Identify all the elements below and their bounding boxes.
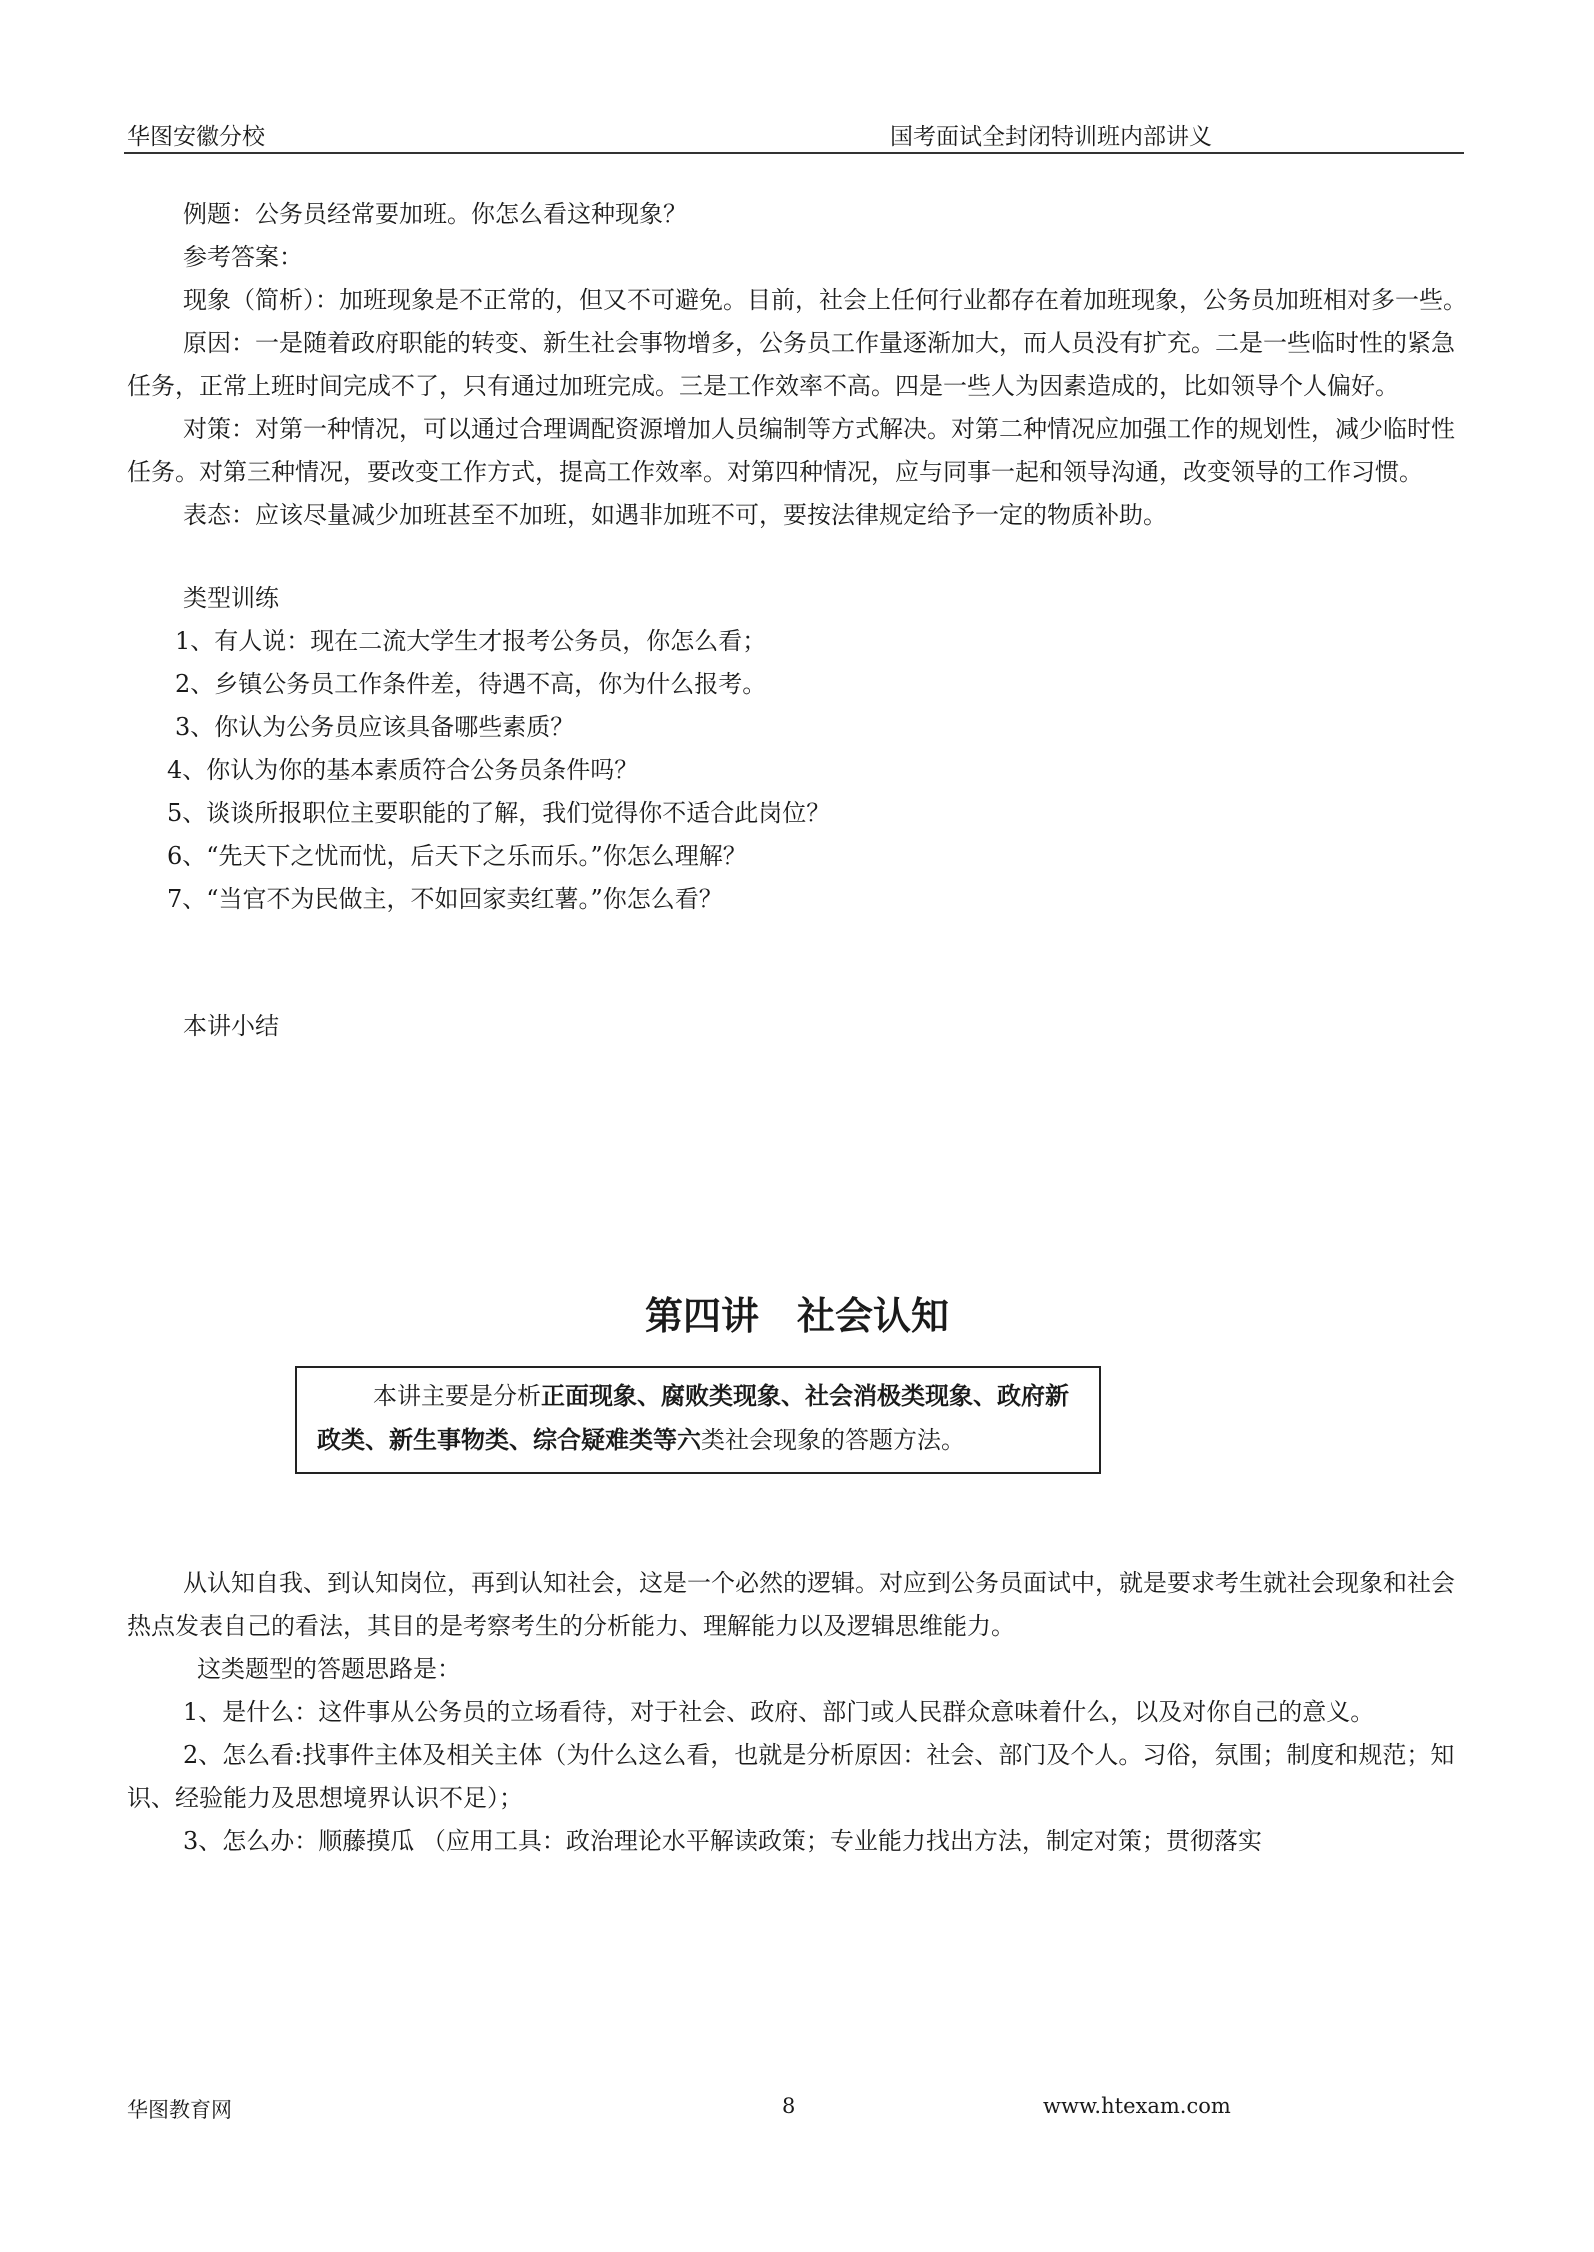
approach-step: 1、是什么：这件事从公务员的立场看待，对于社会、政府、部门或人民群众意味着什么，以及对你自己的意义。 bbox=[183, 1698, 1375, 1726]
example-question: 例题：公务员经常要加班。你怎么看这种现象？ bbox=[183, 200, 687, 228]
header-right-text: 国考面试全封闭特训班内部讲义 bbox=[890, 124, 1212, 150]
phenomenon-paragraph: 现象（简析）：加班现象是不正常的，但又不可避免。目前，社会上任何行业都存在着加班现象，公务员加班相对多一些。 bbox=[183, 286, 1467, 314]
summary-box-text-end: 类社会现象的答题方法。 bbox=[701, 1426, 965, 1454]
approach-step: 3、怎么办：顺藤摸瓜 （应用工具：政治理论水平解读政策；专业能力找出方法，制定对策；贯彻落实 bbox=[183, 1827, 1262, 1855]
answer-label: 参考答案： bbox=[183, 243, 303, 271]
training-item: 5、谈谈所报职位主要职能的了解，我们觉得你不适合此岗位？ bbox=[167, 799, 831, 827]
summary-box-bold-categories: 正面现象、腐败类现象、社会消极类现象、政府新政类、新生事物类、综合疑难类等六 bbox=[317, 1381, 1069, 1454]
training-item: 2、乡镇公务员工作条件差，待遇不高，你为什么报考。 bbox=[175, 670, 767, 698]
training-item: 3、你认为公务员应该具备哪些素质？ bbox=[175, 713, 575, 741]
lecture-summary-box bbox=[295, 1366, 1101, 1474]
page-number: 8 bbox=[782, 2094, 796, 2118]
training-item: 4、你认为你的基本素质符合公务员条件吗？ bbox=[167, 756, 639, 784]
header-left-text: 华图安徽分校 bbox=[127, 124, 265, 150]
training-item: 6、“先天下之忧而忧，后天下之乐而乐。”你怎么理解？ bbox=[167, 842, 747, 870]
approach-title: 这类题型的答题思路是： bbox=[197, 1655, 461, 1683]
footer-url: www.htexam.com bbox=[1043, 2094, 1231, 2118]
countermeasure-paragraph: 对策：对第一种情况，可以通过合理调配资源增加人员编制等方式解决。对第二种情况应加强工作的规划性，减少临时性任务。对第三种情况，要改变工作方式，提高工作效率。对第四种情况，应与同事一起和领导沟通，改变领导的工作习惯。 bbox=[127, 415, 1455, 486]
footer-left-text: 华图教育网 bbox=[127, 2098, 232, 2122]
summary-box-text-start: 本讲主要是分析 bbox=[373, 1382, 541, 1410]
approach-step: 2、怎么看:找事件主体及相关主体（为什么这么看，也就是分析原因：社会、部门及个人。习俗，氛围；制度和规范；知识、经验能力及思想境界认识不足）； bbox=[127, 1741, 1455, 1812]
page-body bbox=[127, 193, 1467, 1863]
training-title: 类型训练 bbox=[183, 584, 279, 612]
training-item: 1、有人说：现在二流大学生才报考公务员，你怎么看； bbox=[175, 627, 767, 655]
header-divider bbox=[124, 152, 1464, 154]
training-item: 7、“当官不为民做主，不如回家卖红薯。”你怎么看？ bbox=[167, 885, 723, 913]
summary-label: 本讲小结 bbox=[183, 1012, 279, 1040]
lecture-intro-paragraph: 从认知自我、到认知岗位，再到认知社会，这是一个必然的逻辑。对应到公务员面试中，就是要求考生就社会现象和社会热点发表自己的看法，其目的是考察考生的分析能力、理解能力以及逻辑思维能力。 bbox=[127, 1569, 1455, 1640]
attitude-paragraph: 表态：应该尽量减少加班甚至不加班，如遇非加班不可，要按法律规定给予一定的物质补助。 bbox=[183, 501, 1167, 529]
cause-paragraph: 原因：一是随着政府职能的转变、新生社会事物增多，公务员工作量逐渐加大，而人员没有扩充。二是一些临时性的紧急任务，正常上班时间完成不了，只有通过加班完成。三是工作效率不高。四是一些人为因素造成的，比如领导个人偏好。 bbox=[127, 329, 1455, 400]
lecture-title: 第四讲 社会认知 bbox=[644, 1294, 949, 1338]
summary-box-text bbox=[317, 1374, 1081, 1462]
